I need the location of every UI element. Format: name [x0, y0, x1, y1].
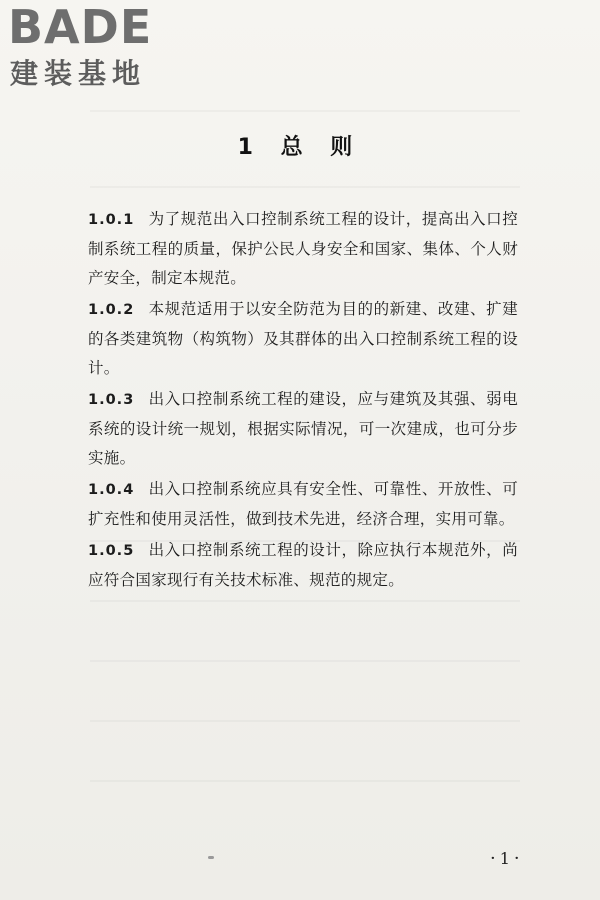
clause-text: 本规范适用于以安全防范为目的的新建、改建、扩建的各类建筑物（构筑物）及其群体的出入口控制系统工程的设计。: [88, 300, 518, 377]
bleed-through-line: [90, 186, 520, 188]
bleed-through-line: [90, 660, 520, 662]
bleed-through-line: [90, 780, 520, 782]
clause-text: 出入口控制系统工程的设计，除应执行本规范外，尚应符合国家现行有关技术标准、规范的规定。: [88, 541, 518, 589]
clause-text: 为了规范出入口控制系统工程的设计，提高出入口控制系统工程的质量，保护公民人身安全和国家、集体、个人财产安全，制定本规范。: [88, 210, 518, 287]
clause-list: [88, 205, 518, 597]
bleed-through-line: [90, 110, 520, 112]
chapter-title: 1 总 则: [237, 135, 363, 160]
bleed-through-line: [90, 600, 520, 602]
clause-number: 1.0.3: [88, 392, 135, 408]
page-number: [486, 848, 524, 869]
clause-1-0-3: [88, 385, 518, 473]
page-number-dot: ·: [513, 848, 520, 869]
clause-number: 1.0.5: [88, 543, 135, 559]
page-number-dot: ·: [490, 848, 496, 869]
clause-text: 出入口控制系统应具有安全性、可靠性、开放性、可扩充性和使用灵活性，做到技术先进，经济合理，实用可靠。: [88, 480, 518, 528]
clause-1-0-1: [88, 205, 518, 293]
scan-speck: [208, 856, 214, 859]
clause-text: 出入口控制系统工程的建设，应与建筑及其强、弱电系统的设计统一规划，根据实际情况，可一次建成，也可分步实施。: [88, 390, 518, 467]
clause-number: 1.0.2: [88, 302, 135, 318]
clause-number: 1.0.1: [88, 212, 135, 228]
clause-1-0-2: [88, 295, 518, 383]
page-number-value: 1: [499, 849, 510, 868]
bleed-through-line: [90, 720, 520, 722]
clause-1-0-4: [88, 475, 518, 534]
watermark-logo: [6, 0, 176, 100]
logo-subtitle: 建装基地: [10, 57, 147, 90]
clause-1-0-5: [88, 536, 518, 595]
logo-wordmark: BADE: [8, 0, 153, 54]
clause-number: 1.0.4: [88, 482, 135, 498]
